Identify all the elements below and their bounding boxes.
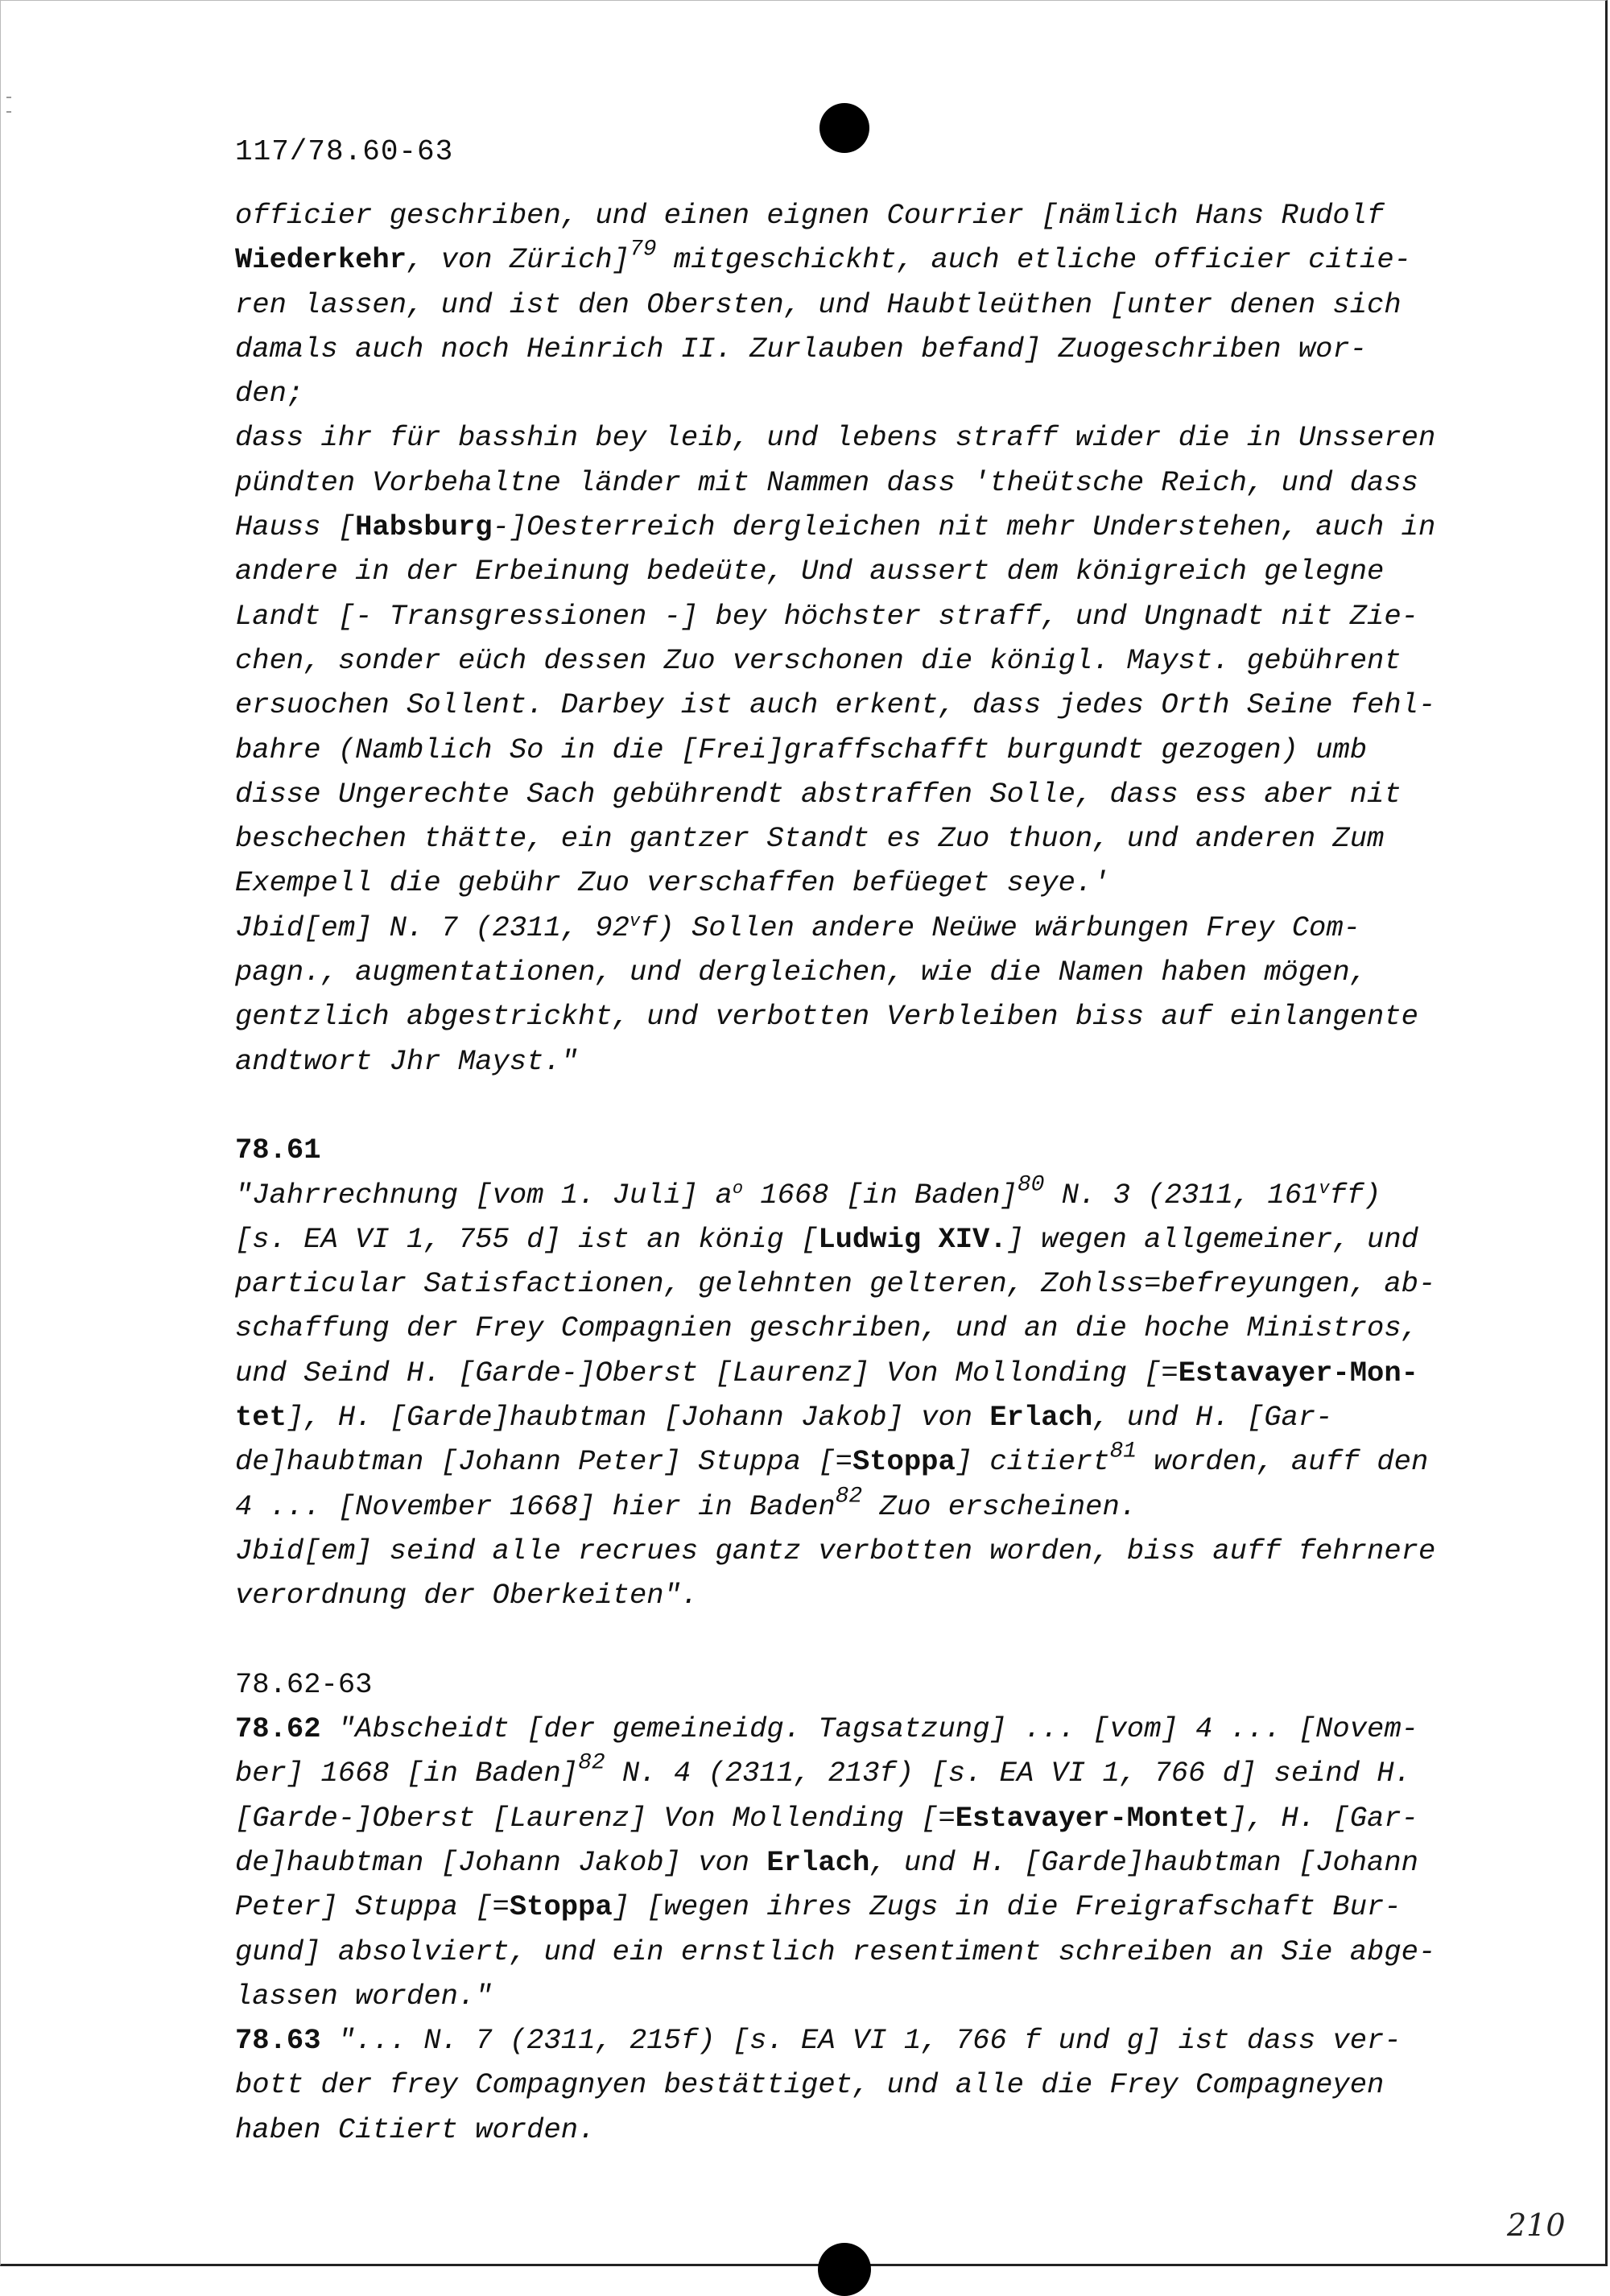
text-line: "Jahrrechnung [vom 1. Juli] $a^o$ 1668 [in Baden]$^{80}$ N. 3 (2311, 161$^v$ff) xyxy=(235,1172,1381,1212)
text-line: chen, sonder eüch dessen Zuo verschonen die königl. Mayst. gebührent xyxy=(235,643,1402,677)
text-line: Jbid[em] seind alle recrues gantz verbotten worden, biss auff fehrnere xyxy=(235,1534,1436,1567)
text-line: tet], H. [Garde]haubtman [Johann Jakob] von Erlach, und H. [Gar- xyxy=(235,1401,1333,1435)
text-line: bahre (Namblich So in die [Frei]graffschafft burgundt gezogen) umb xyxy=(235,733,1368,766)
text-line: Wiederkehr, von Zürich]$^{79}$ mitgeschickht, auch etliche officier citie- xyxy=(235,237,1411,277)
text-line: [Garde-]Oberst [Laurenz] Von Mollending [=Estavayer-Montet], H. [Gar- xyxy=(235,1801,1418,1835)
text-line: disse Ungerechte Sach gebührendt abstraffen Solle, dass ess aber nit xyxy=(235,777,1402,811)
margin-mark xyxy=(6,111,11,113)
text-line: pündten Vorbehaltne länder mit Nammen dass 'theütsche Reich, und dass xyxy=(235,465,1418,499)
text-line: pagn., augmentationen, und dergleichen, wie die Namen haben mögen, xyxy=(235,956,1368,989)
text-line: andere in der Erbeinung bedeüte, Und aussert dem königreich gelegne xyxy=(235,555,1385,588)
text-line: [s. EA VI 1, 755 d] ist an könig [Ludwig XIV.] wegen allgemeiner, und xyxy=(235,1222,1418,1256)
text-line: particular Satisfactionen, gelehnten gelteren, Zohlss=befreyungen, ab- xyxy=(235,1267,1436,1301)
text-line: Exempell die gebühr Zuo verschaffen befüeget seye.' xyxy=(235,866,1110,900)
margin-mark xyxy=(6,97,11,98)
text-line: haben Citiert worden. xyxy=(235,2112,596,2146)
document-body xyxy=(235,193,1491,2152)
text-line: gund] absolviert, und ein ernstlich resentiment schreiben an Sie abge- xyxy=(235,1935,1436,1968)
text-line: verordnung der Oberkeiten". xyxy=(235,1579,699,1613)
text-line: ren lassen, und ist den Obersten, und Haubtleüthen [unter denen sich xyxy=(235,287,1402,321)
text-line: lassen worden." xyxy=(235,1979,493,2013)
text-line: ersuochen Sollent. Darbey ist auch erkent, dass jedes Orth Seine fehl- xyxy=(235,688,1436,722)
section-heading: 78.62-63 xyxy=(235,1667,373,1701)
text-line: den; xyxy=(235,377,304,411)
text-line: Jbid[em] N. 7 (2311, 92$^v$f) Sollen andere Neüwe wärbungen Frey Com- xyxy=(235,911,1360,944)
text-line: de]haubtman [Johann Peter] Stuppa [=Stoppa] citiert$^{81}$ worden, auff den xyxy=(235,1439,1429,1479)
text-line: bott der frey Compagnyen bestättiget, und alle die Frey Compagneyen xyxy=(235,2068,1385,2102)
text-line: damals auch noch Heinrich II. Zurlauben befand] Zuogeschriben wor- xyxy=(235,332,1368,365)
text-line: 78.62 "Abscheidt [der gemeineidg. Tagsatzung] ... [vom] 4 ... [Novem- xyxy=(235,1712,1418,1746)
text-line: de]haubtman [Johann Jakob] von Erlach, und H. [Garde]haubtman [Johann xyxy=(235,1845,1418,1879)
document-reference: 117/78.60-63 xyxy=(235,135,454,168)
spacer xyxy=(235,1084,1491,1128)
text-line: gentzlich abgestrickht, und verbotten Verbleiben biss auf einlangente xyxy=(235,1000,1418,1034)
text-line: Peter] Stuppa [=Stoppa] [wegen ihres Zugs in die Freigrafschaft Bur- xyxy=(235,1890,1402,1924)
punch-hole-bottom xyxy=(818,2243,871,2296)
punch-hole-top xyxy=(819,103,869,153)
text-line: Hauss [Habsburg-]Oesterreich dergleichen nit mehr Understehen, auch in xyxy=(235,510,1436,544)
spacer xyxy=(235,1618,1491,1662)
text-line: 4 ... [November 1668] hier in Baden$^{82}$ Zuo erscheinen. xyxy=(235,1484,1137,1523)
text-line: Landt [- Transgressionen -] bey höchster straff, und Ungnadt nit Zie- xyxy=(235,599,1418,633)
text-line: officier geschriben, und einen eignen Courrier [nämlich Hans Rudolf xyxy=(235,199,1385,232)
text-line: andtwort Jhr Mayst." xyxy=(235,1044,579,1078)
text-line: 78.63 "... N. 7 (2311, 215f) [s. EA VI 1, 766 f und g] ist dass ver- xyxy=(235,2024,1402,2058)
text-line: und Seind H. [Garde-]Oberst [Laurenz] Von Mollonding [=Estavayer-Mon- xyxy=(235,1356,1418,1390)
text-line: schaffung der Frey Compagnien geschriben, und an die hoche Ministros, xyxy=(235,1311,1418,1345)
text-line: ber] 1668 [in Baden]$^{82}$ N. 4 (2311, 213f) [s. EA VI 1, 766 d] seind H. xyxy=(235,1751,1411,1790)
section-heading: 78.61 xyxy=(235,1134,321,1167)
text-line: dass ihr für basshin bey leib, und lebens straff wider die in Unsseren xyxy=(235,421,1436,455)
text-line: beschechen thätte, ein gantzer Standt es Zuo thuon, und anderen Zum xyxy=(235,822,1385,856)
page-number: 210 xyxy=(1507,2207,1566,2243)
